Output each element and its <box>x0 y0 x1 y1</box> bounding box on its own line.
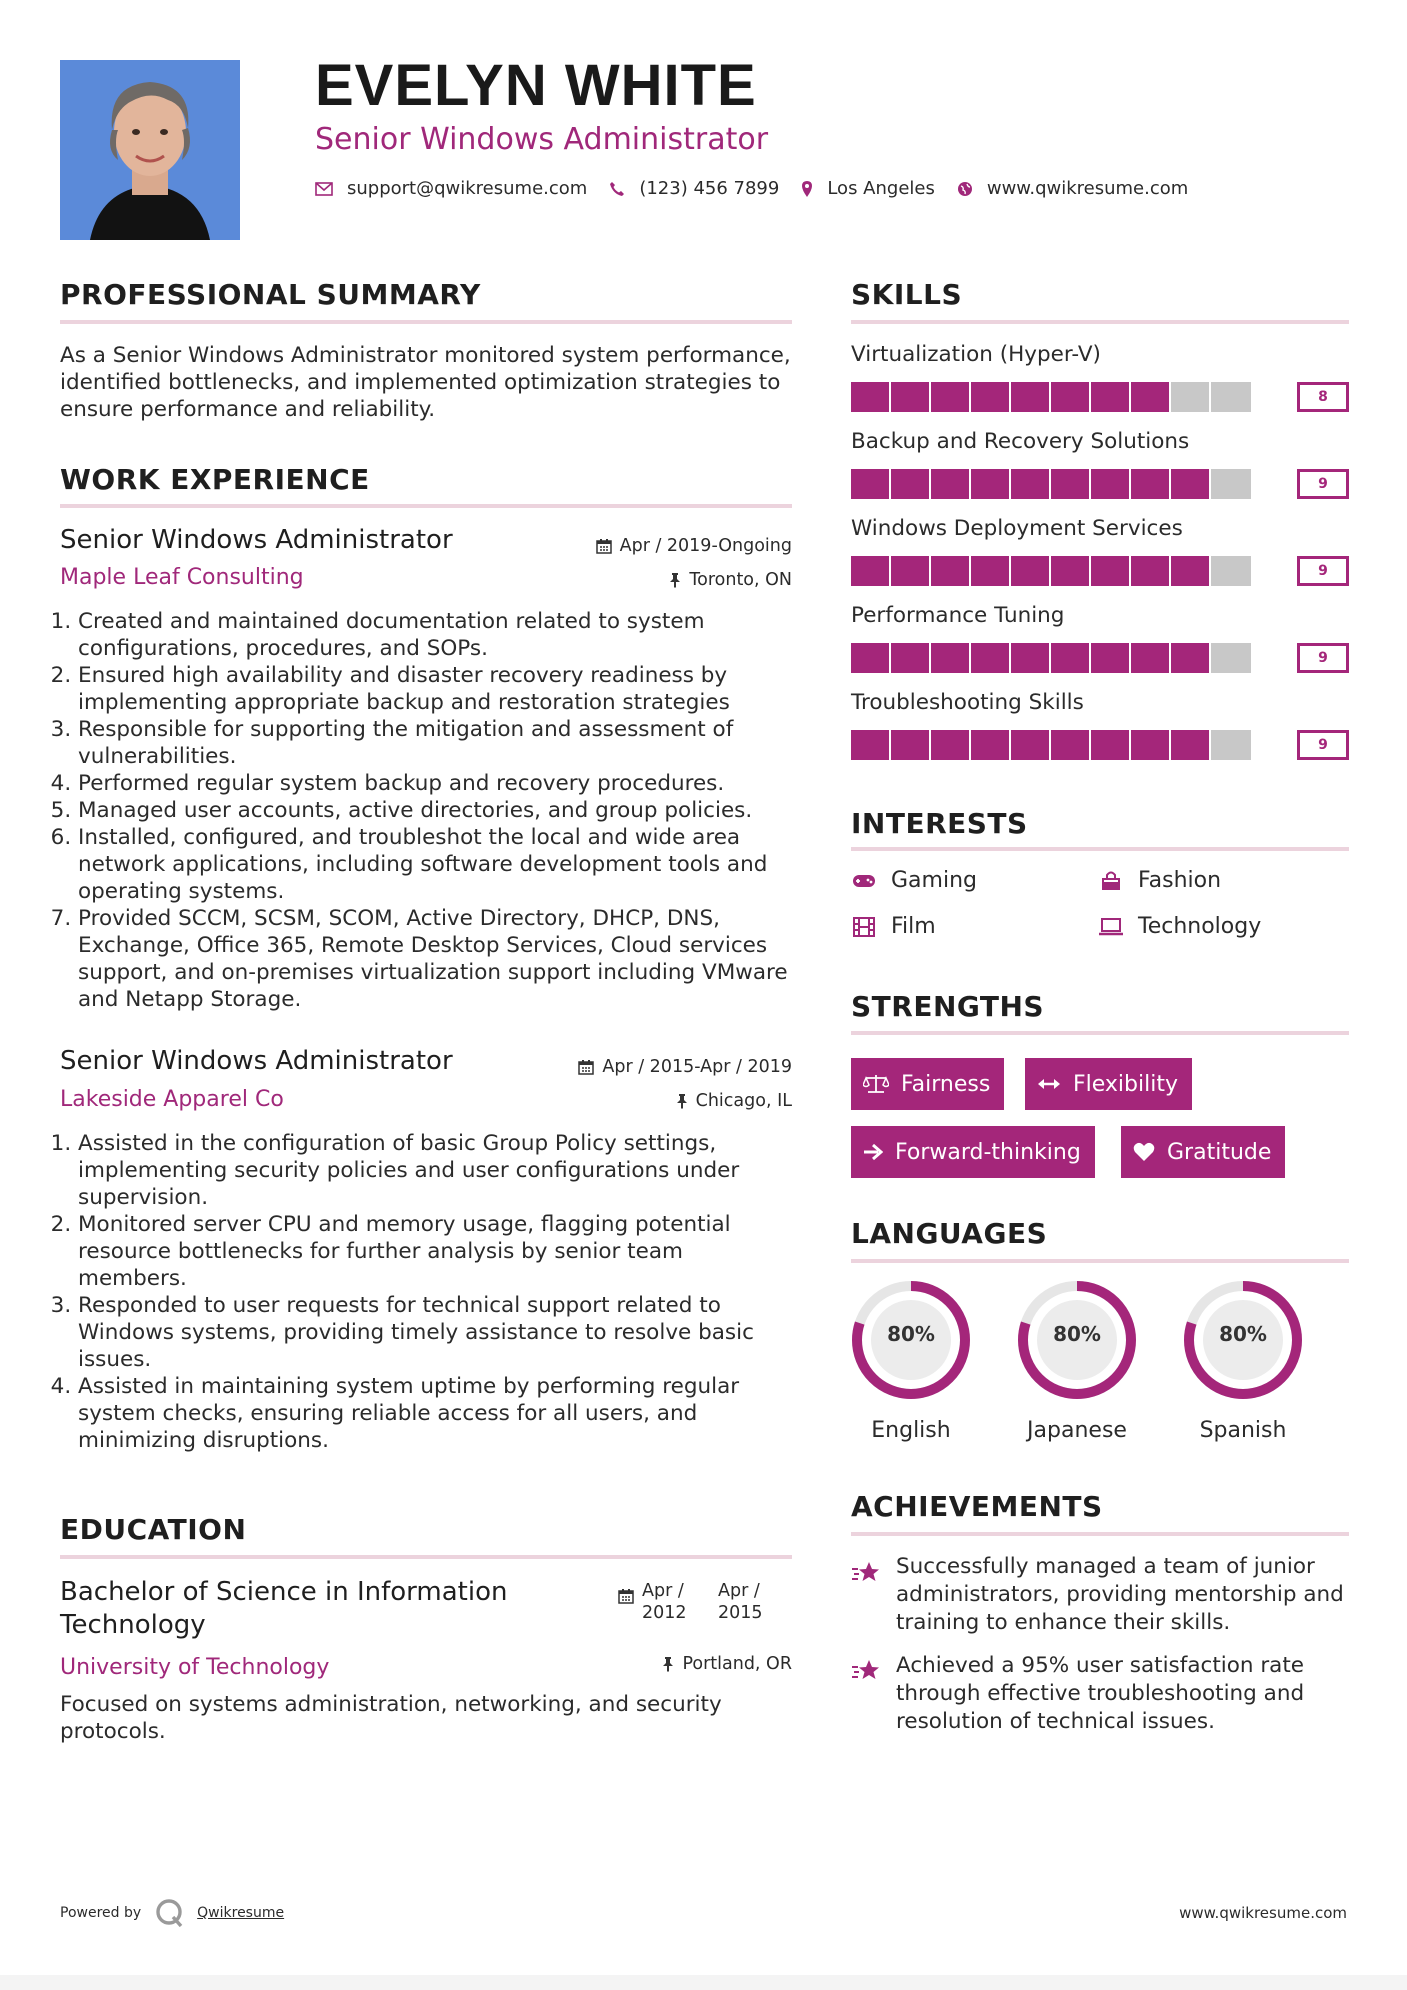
language-percent: 80% <box>887 1322 935 1346</box>
skill-name: Backup and Recovery Solutions <box>851 429 1190 454</box>
pushpin-icon <box>676 1093 688 1109</box>
skill-bar-segment <box>1211 469 1251 499</box>
strength-tag <box>851 1058 1004 1110</box>
list-item: 3. Responsible for supporting the mitigation and assessment of vulnerabilities. <box>78 716 798 770</box>
job-bullets <box>60 1130 798 1454</box>
heart-icon <box>1133 1142 1155 1162</box>
experience-divider <box>60 504 792 508</box>
language-percent: 80% <box>1053 1322 1101 1346</box>
list-item: 5. Managed user accounts, active directories, and group policies. <box>78 797 798 824</box>
company-name: Lakeside Apparel Co <box>60 1087 284 1112</box>
skill-bar-segment <box>1171 556 1211 586</box>
skill-bar-segment <box>931 469 971 499</box>
school-name: University of Technology <box>60 1655 330 1680</box>
skill-bar-segment <box>1211 556 1251 586</box>
strength-tag <box>851 1126 1095 1178</box>
skill-bar-segment <box>971 643 1011 673</box>
skill-bar-segment <box>851 643 891 673</box>
languages-heading: LANGUAGES <box>851 1217 1048 1250</box>
education-dates <box>618 1580 774 1624</box>
list-item: 1. Assisted in the configuration of basic Group Policy settings, implementing security policies and user configurations under supervision. <box>78 1130 798 1211</box>
achievements-heading: ACHIEVEMENTS <box>851 1490 1103 1523</box>
bottom-band <box>0 1975 1407 1990</box>
skill-bar-segment <box>971 382 1011 412</box>
calendar-icon <box>596 538 612 554</box>
list-item: 4. Performed regular system backup and recovery procedures. <box>78 770 798 797</box>
globe-icon <box>957 181 973 197</box>
skill-name: Windows Deployment Services <box>851 516 1183 541</box>
powered-by-text: Powered by <box>60 1905 142 1921</box>
contact-email[interactable] <box>315 178 587 199</box>
skill-bar-segment <box>1171 469 1211 499</box>
skill-bar-segment <box>1091 643 1131 673</box>
arrows-horizontal-icon <box>1037 1077 1061 1091</box>
skill-name: Performance Tuning <box>851 603 1065 628</box>
skills-divider <box>851 320 1349 324</box>
education-location-text: Portland, OR <box>682 1654 792 1674</box>
strength-label: Fairness <box>901 1071 991 1097</box>
calendar-icon <box>618 1588 634 1624</box>
map-pin-icon <box>801 180 813 198</box>
skill-bar-segment <box>1051 730 1091 760</box>
arrow-right-icon <box>863 1143 883 1161</box>
language-name: Japanese <box>1027 1418 1127 1443</box>
skill-bar-segment <box>1091 556 1131 586</box>
skill-bar-segment <box>1171 730 1211 760</box>
list-item: 1. Created and maintained documentation related to system configurations, procedures, and SOPs. <box>78 608 798 662</box>
skills-heading: SKILLS <box>851 278 963 311</box>
language-item <box>849 1278 973 1443</box>
skill-bar-segment <box>1131 382 1171 412</box>
phone-text: (123) 456 7899 <box>639 178 780 199</box>
education-heading: EDUCATION <box>60 1513 247 1546</box>
star-icon <box>851 1658 883 1688</box>
summary-heading: PROFESSIONAL SUMMARY <box>60 278 481 311</box>
skill-bar <box>851 730 1251 760</box>
skill-score-badge: 9 <box>1297 643 1349 673</box>
balance-scale-icon <box>863 1074 889 1094</box>
strengths-heading: STRENGTHS <box>851 990 1045 1023</box>
qwikresume-link[interactable]: Qwikresume <box>197 1905 285 1921</box>
degree-title: Bachelor of Science in Information Technology <box>60 1577 508 1640</box>
skill-bar-segment <box>1011 730 1051 760</box>
skill-bar-segment <box>1211 730 1251 760</box>
skill-bar-segment <box>1011 469 1051 499</box>
skill-bar-segment <box>1171 643 1211 673</box>
job-dates-text: Apr / 2015-Apr / 2019 <box>602 1057 792 1077</box>
website-text: www.qwikresume.com <box>986 178 1189 199</box>
footer-powered-by <box>60 1898 284 1928</box>
envelope-icon <box>315 182 333 196</box>
education-description: Focused on systems administration, networking, and security protocols. <box>60 1692 722 1744</box>
language-item <box>1015 1278 1139 1443</box>
skill-bar <box>851 643 1251 673</box>
location-text: Los Angeles <box>827 178 935 199</box>
interests-heading: INTERESTS <box>851 807 1028 840</box>
contact-bar <box>315 178 1210 199</box>
skill-bar-segment <box>891 556 931 586</box>
strength-label: Forward-thinking <box>895 1139 1081 1165</box>
skill-bar-segment <box>1091 730 1131 760</box>
contact-location <box>801 178 935 199</box>
skill-score-badge: 9 <box>1297 730 1349 760</box>
email-text: support@qwikresume.com <box>347 178 588 199</box>
interest-item <box>1098 868 1221 893</box>
skill-bar-segment <box>1211 382 1251 412</box>
skill-bar-segment <box>1131 643 1171 673</box>
list-item: 6. Installed, configured, and troubleshot the local and wide area network applications, including software development tools and operating systems. <box>78 824 798 905</box>
strength-label: Flexibility <box>1073 1071 1178 1097</box>
education-end: Apr / 2015 <box>718 1581 763 1623</box>
achievements-divider <box>851 1532 1349 1536</box>
strength-tag <box>1025 1058 1192 1110</box>
achievement-item: Achieved a 95% user satisfaction rate through effective troubleshooting and resolution of technical issues. <box>896 1653 1305 1734</box>
skill-bar <box>851 382 1251 412</box>
job-location-text: Toronto, ON <box>689 570 792 590</box>
job-bullets <box>60 608 798 1013</box>
summary-divider <box>60 320 792 324</box>
skill-bar-segment <box>1171 382 1211 412</box>
job-dates <box>520 1057 792 1077</box>
contact-website[interactable] <box>957 178 1188 199</box>
phone-icon <box>609 181 625 197</box>
skill-score-badge: 9 <box>1297 556 1349 586</box>
skill-bar-segment <box>851 469 891 499</box>
education-divider <box>60 1555 792 1559</box>
interest-label: Gaming <box>891 868 977 893</box>
candidate-title: Senior Windows Administrator <box>315 122 769 157</box>
skill-name: Troubleshooting Skills <box>851 690 1084 715</box>
list-item: 3. Responded to user requests for technical support related to Windows systems, providing timely assistance to resolve basic issues. <box>78 1292 798 1373</box>
company-name: Maple Leaf Consulting <box>60 565 304 590</box>
skill-bar-segment <box>971 469 1011 499</box>
skill-bar-segment <box>1051 382 1091 412</box>
skill-bar-segment <box>851 382 891 412</box>
strengths-divider <box>851 1031 1349 1035</box>
skill-bar-segment <box>971 556 1011 586</box>
job-dates <box>520 536 792 556</box>
film-icon <box>851 917 877 937</box>
achievement-item: Successfully managed a team of junior administrators, providing mentorship and training to enhance their skills. <box>896 1554 1344 1635</box>
skill-bar-segment <box>1091 469 1131 499</box>
interest-item <box>1098 914 1261 939</box>
interests-divider <box>851 847 1349 851</box>
skill-bar-segment <box>971 730 1011 760</box>
languages-divider <box>851 1259 1349 1263</box>
portrait-image <box>60 60 240 240</box>
skill-bar <box>851 469 1251 499</box>
list-item: 2. Ensured high availability and disaster recovery readiness by implementing appropriate backup and restoration strategies <box>78 662 798 716</box>
experience-heading: WORK EXPERIENCE <box>60 463 370 496</box>
laptop-icon <box>1098 918 1124 936</box>
footer-website[interactable]: www.qwikresume.com <box>1179 1904 1347 1922</box>
profile-photo <box>60 60 240 240</box>
skill-bar-segment <box>1131 730 1171 760</box>
job-location-text: Chicago, IL <box>695 1091 792 1111</box>
skill-bar-segment <box>1131 556 1171 586</box>
skill-bar-segment <box>1051 469 1091 499</box>
job-location <box>520 1091 792 1111</box>
pushpin-icon <box>669 572 681 588</box>
skill-bar-segment <box>851 730 891 760</box>
list-item: 7. Provided SCCM, SCSM, SCOM, Active Directory, DHCP, DNS, Exchange, Office 365, Remote Desktop Services, Cloud services support, and on-premises virtualization support including VMware and Netapp Storage. <box>78 905 798 1013</box>
job-dates-text: Apr / 2019-Ongoing <box>619 536 792 556</box>
skill-bar <box>851 556 1251 586</box>
skill-bar-segment <box>1131 469 1171 499</box>
list-item: 2. Monitored server CPU and memory usage, flagging potential resource bottlenecks for further analysis by senior team members. <box>78 1211 798 1292</box>
skill-bar-segment <box>931 382 971 412</box>
interest-label: Technology <box>1138 914 1262 939</box>
language-item <box>1181 1278 1305 1443</box>
skill-bar-segment <box>1051 643 1091 673</box>
skill-bar-segment <box>1011 643 1051 673</box>
skill-bar-segment <box>851 556 891 586</box>
skill-bar-segment <box>1051 556 1091 586</box>
skill-score-badge: 9 <box>1297 469 1349 499</box>
gamepad-icon <box>851 873 877 889</box>
skill-bar-segment <box>1011 556 1051 586</box>
interest-label: Film <box>891 914 936 939</box>
star-icon <box>851 1560 883 1590</box>
job-title: Senior Windows Administrator <box>60 525 453 555</box>
strength-label: Gratitude <box>1167 1139 1272 1165</box>
skill-bar-segment <box>1211 643 1251 673</box>
pushpin-icon <box>662 1656 674 1672</box>
skill-score-badge: 8 <box>1297 382 1349 412</box>
skill-bar-segment <box>1091 382 1131 412</box>
contact-phone[interactable] <box>609 178 779 199</box>
shopping-bag-icon <box>1098 870 1124 892</box>
skill-bar-segment <box>931 643 971 673</box>
candidate-name: EVELYN WHITE <box>315 53 757 118</box>
interest-item <box>851 868 977 893</box>
calendar-icon <box>578 1059 594 1075</box>
education-location <box>520 1654 792 1674</box>
skill-bar-segment <box>931 556 971 586</box>
language-name: English <box>871 1418 951 1443</box>
skill-bar-segment <box>931 730 971 760</box>
qwikresume-logo-icon <box>155 1898 185 1928</box>
skill-name: Virtualization (Hyper-V) <box>851 342 1101 367</box>
education-start: Apr / 2012 <box>642 1581 687 1623</box>
summary-text: As a Senior Windows Administrator monitored system performance, identified bottlenecks, and implemented optimization strategies to ensure performance and reliability. <box>60 343 791 422</box>
list-item: 4. Assisted in maintaining system uptime by performing regular system checks, ensuring reliable access for all users, and minimizing disruptions. <box>78 1373 798 1454</box>
job-location <box>520 570 792 590</box>
language-name: Spanish <box>1199 1418 1287 1443</box>
job-title: Senior Windows Administrator <box>60 1046 453 1076</box>
skill-bar-segment <box>1011 382 1051 412</box>
language-percent: 80% <box>1219 1322 1267 1346</box>
skill-bar-segment <box>891 382 931 412</box>
skill-bar-segment <box>891 643 931 673</box>
skill-bar-segment <box>891 469 931 499</box>
strength-tag <box>1121 1126 1285 1178</box>
interest-label: Fashion <box>1138 868 1222 893</box>
interest-item <box>851 914 936 939</box>
skill-bar-segment <box>891 730 931 760</box>
